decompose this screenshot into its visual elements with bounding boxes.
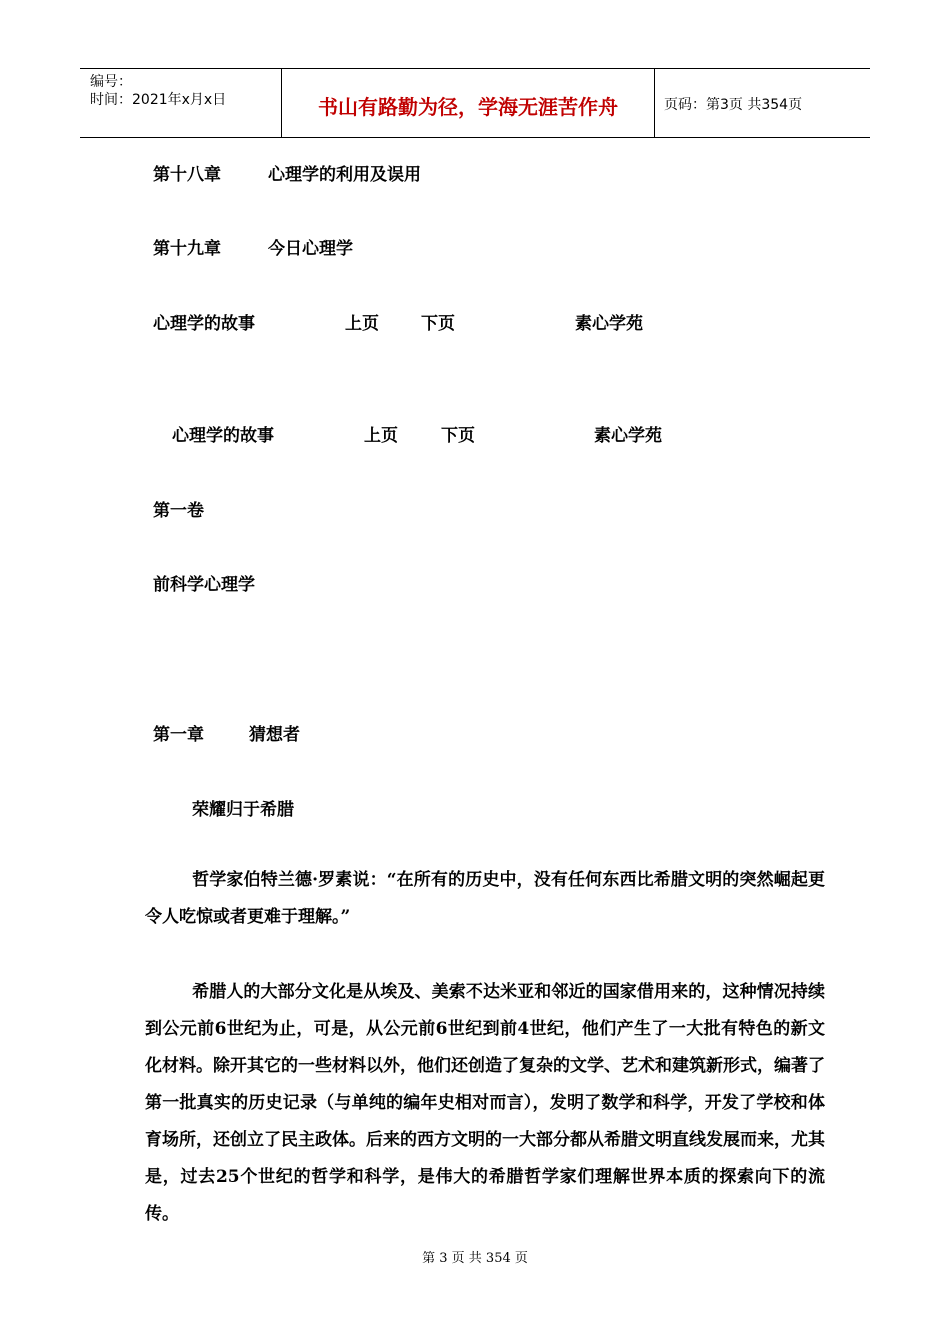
toc-ch18-title: 心理学的利用及误用 [268, 165, 421, 185]
paragraph-text: 希腊人的大部分文化是从埃及、美索不达米亚和邻近的国家借用来的，这种情况持续到公元前6世纪为止，可是，从公元前6世纪到前4世纪，他们产生了一大批有特色的新文化材料。除开其它的一些材料以外，他们还创造了复杂的文学、艺术和建筑新形式，编著了第一批真实的历史记录（与单纯的编年史相对而言），发明了数学和科学，开发了学校和体育场所，还创立了民主政体。后来的西方文明的一大部分都从希腊文明直线发展而来，尤其是，过去25个世纪的哲学和科学，是伟大的希腊哲学家们理解世界本质的探索向下的流传。 [145, 982, 825, 1224]
body-paragraph [145, 862, 825, 936]
date-label: 时间：2021年x月x日 [90, 92, 227, 108]
paragraph-text: 哲学家伯特兰德·罗素说：“在所有的历史中，没有任何东西比希腊文明的突然崛起更令人吃惊或者更难于理解。” [145, 870, 825, 927]
nav1-next-link[interactable]: 下页 [421, 314, 455, 334]
nav2-book-title: 心理学的故事 [172, 426, 274, 446]
toc-ch18-number: 第十八章 [153, 165, 221, 185]
chapter-number: 第一章 [153, 725, 204, 745]
header-motto-cell [282, 69, 655, 137]
number-label: 编号： [90, 74, 132, 90]
chapter-title: 猜想者 [249, 725, 300, 745]
volume-title: 前科学心理学 [153, 575, 255, 595]
page-footer: 第 3 页 共 354 页 [422, 1251, 528, 1266]
body-paragraph [145, 974, 825, 1233]
nav1-prev-link[interactable]: 上页 [345, 314, 379, 334]
section-title: 荣耀归于希腊 [192, 800, 294, 820]
header-meta-cell [80, 69, 282, 137]
header-motto: 书山有路勤为径，学海无涯苦作舟 [318, 95, 618, 119]
nav2-next-link[interactable]: 下页 [441, 426, 475, 446]
nav2-site-name: 素心学苑 [594, 426, 662, 446]
page-header [80, 68, 870, 138]
toc-ch19-number: 第十九章 [153, 239, 221, 259]
nav2-prev-link[interactable]: 上页 [364, 426, 398, 446]
nav1-site-name: 素心学苑 [575, 314, 643, 334]
toc-ch19-title: 今日心理学 [268, 239, 353, 259]
volume-heading: 第一卷 [153, 501, 204, 521]
header-page-info: 页码：第3页 共354页 [664, 97, 803, 113]
header-page-cell [655, 69, 870, 137]
nav1-book-title: 心理学的故事 [153, 314, 255, 334]
